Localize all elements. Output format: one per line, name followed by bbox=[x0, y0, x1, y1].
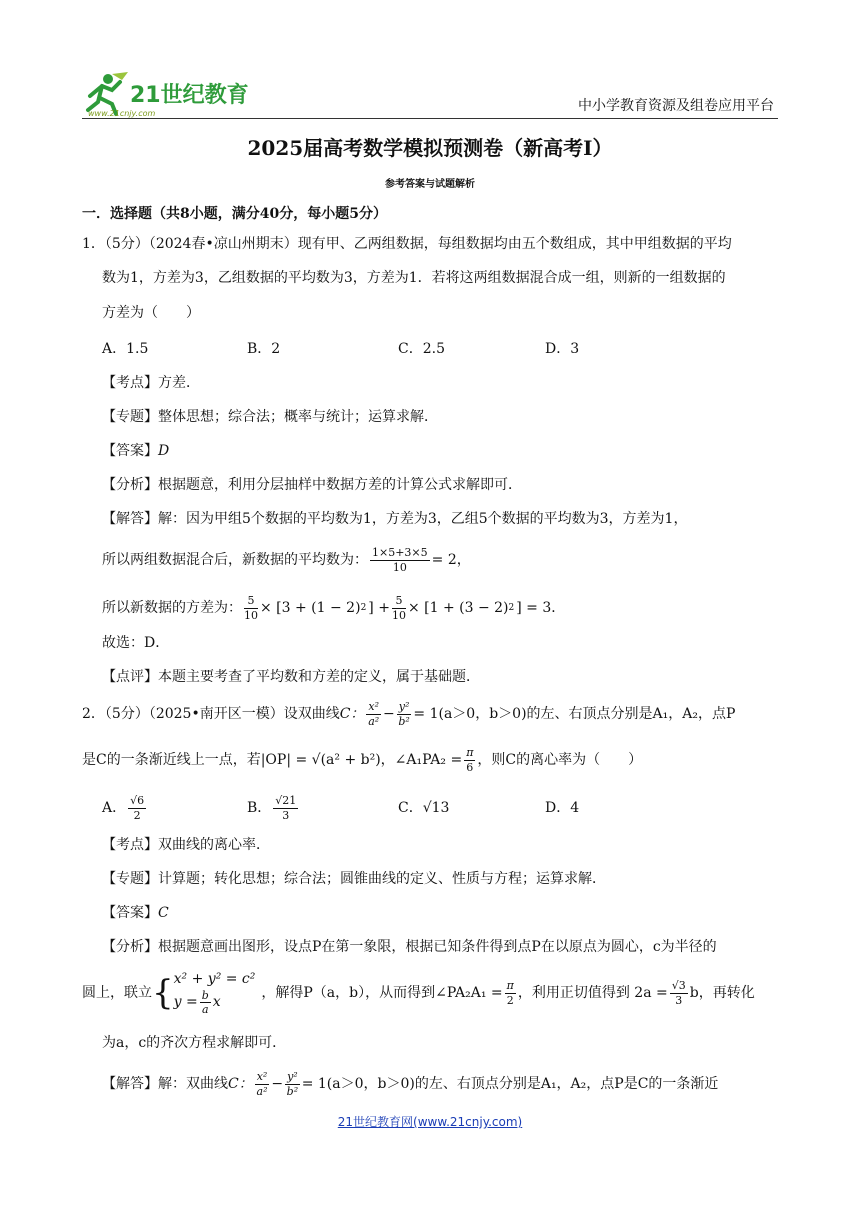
q1-stem-line3: 方差为（ ） bbox=[102, 305, 200, 321]
q2-fenxi2-mid: ，解得P（a，b），从而得到∠PA₂A₁ = bbox=[261, 985, 503, 1001]
q2-jieda-minus: − bbox=[271, 1076, 284, 1092]
q1-var-expr-4: ] = 3． bbox=[516, 600, 566, 616]
q2-option-a-num: √6 bbox=[130, 794, 145, 808]
q2-system-eq2 bbox=[174, 989, 256, 1016]
q2-y2-over-b2 bbox=[397, 700, 412, 727]
q2-option-a bbox=[102, 788, 148, 828]
q2-system-eq2-lhs: y = bbox=[173, 994, 198, 1010]
q1-fenxi: 【分析】根据题意，利用分层抽样中数据方差的计算公式求解即可． bbox=[102, 477, 522, 493]
q2-jieda-x2-over-a2 bbox=[255, 1070, 270, 1097]
q2-jieda-y2: y² bbox=[287, 1070, 298, 1084]
q1-var-sq-2: 2 bbox=[508, 602, 515, 613]
q2-jieda-suffix: = 1(a＞0，b＞0)的左、右顶点分别是A₁，A₂，点P是C的一条渐近 bbox=[301, 1076, 719, 1092]
q1-mean-result: = 2， bbox=[431, 552, 471, 568]
section-heading: 一．选择题（共8小题，满分40分，每小题5分） bbox=[82, 206, 387, 222]
q1-var-sq-1: 2 bbox=[360, 602, 367, 613]
q2-fenxi-line3: 为a，c的齐次方程求解即可． bbox=[102, 1035, 287, 1051]
q1-var-fraction-2 bbox=[392, 594, 406, 621]
q2-pi-over-6 bbox=[464, 746, 475, 773]
q1-option-b: B．2 bbox=[247, 341, 281, 357]
q2-pi: π bbox=[466, 746, 474, 760]
q1-jieda: 【解答】解：因为甲组5个数据的平均数为1，方差为3，乙组5个数据的平均数为3，方差为1， bbox=[102, 511, 688, 527]
q2-option-a-den: 2 bbox=[133, 808, 141, 822]
q1-guxuan: 故选：D． bbox=[102, 635, 170, 651]
q2-y2: y² bbox=[398, 700, 410, 714]
q2-x2-over-a2 bbox=[366, 700, 381, 727]
q1-var-expr-2: ] + bbox=[368, 600, 390, 616]
q1-var-frac2-num: 5 bbox=[392, 594, 406, 608]
q2-x2: x² bbox=[368, 700, 380, 714]
q1-var-expr-3: × [1 + (3 − 2) bbox=[407, 600, 509, 616]
q2-jieda-a2: a² bbox=[256, 1084, 268, 1098]
q2-kaodian: 【考点】双曲线的离心率． bbox=[102, 837, 270, 853]
q2-stem2-prefix: 是C的一条渐近线上一点，若|OP| = √(a² + b²)，∠A₁PA₂ = bbox=[82, 752, 463, 768]
q2-stem-line2 bbox=[82, 742, 642, 778]
q2-sqrt3-over-3 bbox=[670, 979, 688, 1006]
q2-fenxi2-prefix: 圆上，联立 bbox=[82, 985, 152, 1001]
q2-pi-over-2 bbox=[505, 979, 516, 1006]
logo-text: 21世纪教育 bbox=[130, 83, 249, 108]
q2-a: a bbox=[201, 1003, 209, 1017]
q1-kaodian: 【考点】方差． bbox=[102, 375, 200, 391]
q1-mean-denominator: 10 bbox=[392, 560, 407, 574]
q1-option-c: C．2.5 bbox=[398, 341, 445, 357]
q2-option-b-den: 3 bbox=[282, 808, 290, 822]
q2-b: b bbox=[201, 989, 209, 1003]
q2-jieda-y2-over-b2 bbox=[285, 1070, 300, 1097]
q2-option-a-label: A． bbox=[102, 800, 127, 816]
q1-answer-label: 【答案】 bbox=[102, 443, 158, 459]
document-title: 2025届高考数学模拟预测卷（新高考Ⅰ） bbox=[247, 136, 613, 160]
q1-mean-numerator: 1×5+3×5 bbox=[372, 546, 428, 560]
q1-mean-fraction bbox=[370, 546, 430, 573]
q2-jieda-x2: x² bbox=[256, 1070, 268, 1084]
q1-var-frac1-num: 5 bbox=[244, 594, 258, 608]
q2-option-b bbox=[247, 788, 300, 828]
q2-fenxi2-suffix: b，再转化 bbox=[689, 985, 755, 1001]
q1-mean-line bbox=[102, 542, 471, 578]
runner-logo-icon bbox=[82, 70, 282, 118]
q2-stem-suffix: = 1(a＞0，b＞0)的左、右顶点分别是A₁，A₂，点P bbox=[413, 706, 736, 722]
q1-option-d: D．3 bbox=[545, 341, 580, 357]
q1-stem-line1: 1．（5分）（2024春•凉山州期末）现有甲、乙两组数据，每组数据均由五个数组成，其中甲组数据的平均 bbox=[82, 236, 732, 252]
q2-answer-value: C bbox=[158, 905, 169, 921]
q2-fenxi-line1: 【分析】根据题意画出图形，设点P在第一象限，根据已知条件得到点P在以原点为圆心，c为半径的 bbox=[102, 939, 717, 955]
footer-link[interactable]: 21世纪教育网(www.21cnjy.com) bbox=[337, 1115, 523, 1129]
q2-option-c: C．√13 bbox=[398, 800, 450, 816]
q2-fenxi2-tan: ，利用正切值得到 2a = bbox=[517, 985, 668, 1001]
left-brace-icon: { bbox=[152, 973, 174, 1013]
q1-var-expr-1: × [3 + (1 − 2) bbox=[260, 600, 361, 616]
q2-sqrt3: √3 bbox=[671, 979, 686, 993]
q1-var-prefix: 所以新数据的方差为： bbox=[102, 600, 242, 616]
q2-a2: a² bbox=[368, 714, 380, 728]
q2-option-b-num: √21 bbox=[275, 794, 297, 808]
q2-option-b-label: B． bbox=[247, 800, 272, 816]
q2-jieda-b2: b² bbox=[286, 1084, 299, 1098]
q2-jieda-prefix: 【解答】解：双曲线 bbox=[102, 1076, 228, 1092]
q1-var-fraction-1 bbox=[244, 594, 258, 621]
q2-option-d: D．4 bbox=[545, 800, 580, 816]
q2-stem-prefix: 2．（5分）（2025•南开区一模）设双曲线 bbox=[82, 706, 340, 722]
q1-zhuanti: 【专题】整体思想；综合法；概率与统计；运算求解． bbox=[102, 409, 438, 425]
q2-equation-system bbox=[174, 970, 256, 1017]
q2-b2: b² bbox=[398, 714, 410, 728]
q1-variance-line bbox=[102, 590, 565, 626]
q2-two: 2 bbox=[506, 993, 514, 1007]
q1-stem-line2: 数为1，方差为3，乙组数据的平均数为3，方差为1．若将这两组数据混合成一组，则新的一组数据的 bbox=[102, 270, 726, 286]
q2-zhuanti: 【专题】计算题；转化思想；综合法；圆锥曲线的定义、性质与方程；运算求解． bbox=[102, 871, 606, 887]
q2-answer bbox=[102, 906, 169, 920]
q2-option-a-fraction bbox=[128, 794, 146, 821]
q2-three: 3 bbox=[675, 993, 683, 1007]
q1-option-a: A．1.5 bbox=[102, 341, 149, 357]
q2-jieda-curve: C： bbox=[228, 1076, 253, 1092]
q2-answer-label: 【答案】 bbox=[102, 905, 158, 921]
q2-stem2-suffix: ，则C的离心率为（ ） bbox=[477, 752, 643, 768]
document-subtitle: 参考答案与试题解析 bbox=[385, 179, 475, 190]
header-divider bbox=[82, 118, 778, 119]
brand-logo bbox=[82, 70, 282, 118]
q2-six: 6 bbox=[466, 760, 474, 774]
q2-minus: − bbox=[383, 706, 395, 722]
logo-url-text: www.21cnjy.com bbox=[88, 109, 156, 118]
q1-answer-value: D bbox=[158, 443, 170, 459]
q2-stem-line1 bbox=[82, 696, 735, 732]
q1-dianping: 【点评】本题主要考查了平均数和方差的定义，属于基础题． bbox=[102, 669, 480, 685]
q1-var-frac2-den: 10 bbox=[391, 608, 406, 622]
q2-curve-label: C： bbox=[339, 706, 365, 722]
q2-pi-2: π bbox=[506, 979, 514, 993]
platform-tagline: 中小学教育资源及组卷应用平台 bbox=[578, 98, 774, 114]
q2-jieda-line bbox=[102, 1066, 718, 1102]
q1-answer bbox=[102, 444, 169, 458]
q2-option-b-fraction bbox=[273, 794, 298, 821]
q1-mean-prefix: 所以两组数据混合后，新数据的平均数为： bbox=[102, 552, 368, 568]
q2-system-eq1: x² + y² = c² bbox=[173, 970, 256, 987]
q2-fenxi-line2 bbox=[82, 968, 755, 1018]
q2-b-over-a bbox=[200, 989, 211, 1016]
q2-system-eq2-x: x bbox=[212, 994, 221, 1010]
q1-var-frac1-den: 10 bbox=[244, 608, 258, 622]
